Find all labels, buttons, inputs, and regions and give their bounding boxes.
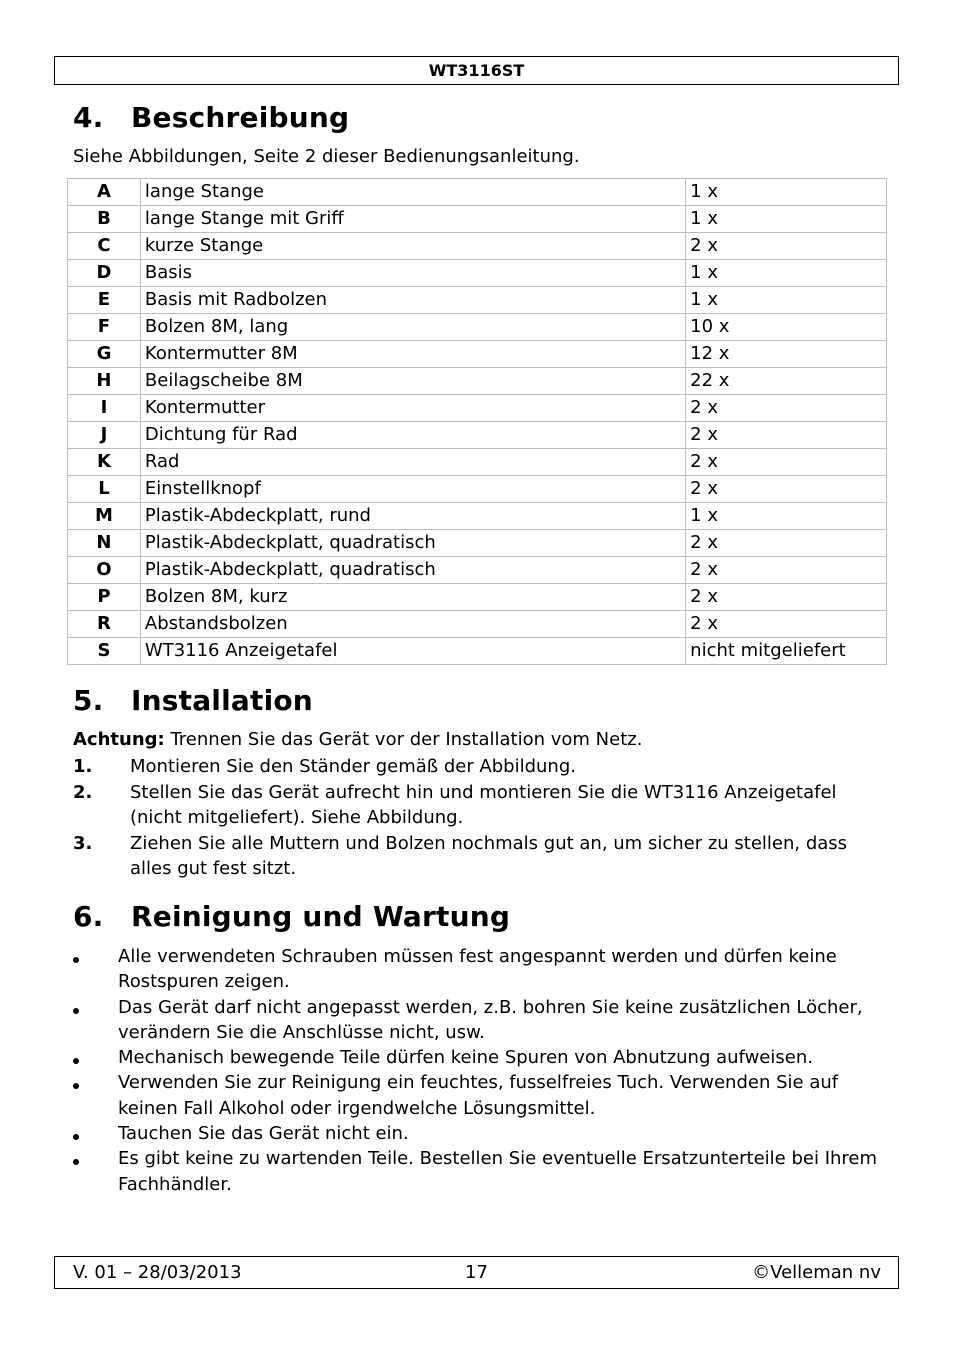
section-number: 5.	[73, 684, 104, 717]
table-row	[68, 476, 887, 503]
copyright: ©Velleman nv	[752, 1262, 881, 1283]
part-letter: R	[68, 611, 141, 638]
table-row	[68, 395, 887, 422]
part-name: Bolzen 8M, lang	[140, 314, 685, 341]
step-number: 2.	[73, 782, 93, 803]
part-letter: B	[68, 206, 141, 233]
part-quantity: 2 x	[686, 476, 887, 503]
warning-note	[73, 729, 642, 750]
page-footer	[54, 1256, 899, 1289]
part-name: Einstellknopf	[140, 476, 685, 503]
part-letter: P	[68, 584, 141, 611]
part-letter: G	[68, 341, 141, 368]
part-name: Beilagscheibe 8M	[140, 368, 685, 395]
bullet-icon	[73, 957, 79, 963]
part-quantity: 2 x	[686, 422, 887, 449]
part-quantity: 1 x	[686, 179, 887, 206]
bullet-icon	[73, 1008, 79, 1014]
part-letter: H	[68, 368, 141, 395]
bullet-icon	[73, 1058, 79, 1064]
bullet-text: Es gibt keine zu wartenden Teile. Bestellen Sie eventuelle Ersatzunterteile bei Ihrem Fachhändler.	[118, 1148, 878, 1195]
bullet-text: Mechanisch bewegende Teile dürfen keine Spuren von Abnutzung aufweisen.	[118, 1047, 813, 1069]
bullet-icon	[73, 1083, 79, 1089]
part-quantity: 1 x	[686, 206, 887, 233]
section-title: Beschreibung	[131, 101, 350, 134]
section-title: Reinigung und Wartung	[131, 900, 511, 933]
part-letter: C	[68, 233, 141, 260]
part-name: Kontermutter 8M	[140, 341, 685, 368]
list-item	[73, 1070, 893, 1121]
parts-table	[67, 178, 887, 665]
maintenance-list	[73, 944, 893, 1197]
section-heading-beschreibung	[73, 101, 349, 134]
table-row	[68, 638, 887, 665]
list-item	[73, 1146, 893, 1197]
page-number: 17	[465, 1262, 488, 1283]
table-row	[68, 503, 887, 530]
list-item	[73, 944, 893, 995]
part-quantity: 12 x	[686, 341, 887, 368]
part-letter: F	[68, 314, 141, 341]
part-letter: J	[68, 422, 141, 449]
part-quantity: 2 x	[686, 233, 887, 260]
warning-text: Trennen Sie das Gerät vor der Installation vom Netz.	[164, 729, 643, 750]
part-letter: O	[68, 557, 141, 584]
step-text: Stellen Sie das Gerät aufrecht hin und montieren Sie die WT3116 Anzeigetafel (nicht mitgeliefert). Siehe Abbildung.	[130, 782, 837, 828]
table-row	[68, 611, 887, 638]
table-row	[68, 260, 887, 287]
part-quantity: 1 x	[686, 503, 887, 530]
list-item	[73, 1121, 893, 1146]
part-name: Plastik-Abdeckplatt, quadratisch	[140, 530, 685, 557]
part-name: Dichtung für Rad	[140, 422, 685, 449]
part-quantity: 1 x	[686, 260, 887, 287]
page-header	[54, 56, 899, 85]
part-letter: A	[68, 179, 141, 206]
section-heading-installation	[73, 684, 313, 717]
bullet-text: Verwenden Sie zur Reinigung ein feuchtes, fusselfreies Tuch. Verwenden Sie auf keinen Fall Alkohol oder irgendwelche Lösungsmittel.	[118, 1072, 839, 1119]
section-intro: Siehe Abbildungen, Seite 2 dieser Bedienungsanleitung.	[73, 146, 580, 167]
part-name: Rad	[140, 449, 685, 476]
bullet-icon	[73, 1134, 79, 1140]
list-item	[73, 831, 873, 881]
bullet-text: Tauchen Sie das Gerät nicht ein.	[118, 1123, 409, 1145]
part-name: Basis	[140, 260, 685, 287]
bullet-text: Das Gerät darf nicht angepasst werden, z.B. bohren Sie keine zusätzlichen Löcher, verändern Sie die Anschlüsse nicht, usw.	[118, 996, 863, 1043]
part-name: Basis mit Radbolzen	[140, 287, 685, 314]
section-title: Installation	[131, 684, 313, 717]
list-item	[73, 1045, 893, 1070]
part-letter: N	[68, 530, 141, 557]
section-heading-reinigung	[73, 900, 510, 933]
list-item	[73, 995, 893, 1046]
part-name: Kontermutter	[140, 395, 685, 422]
part-name: Abstandsbolzen	[140, 611, 685, 638]
table-row	[68, 530, 887, 557]
part-letter: E	[68, 287, 141, 314]
part-quantity: 2 x	[686, 395, 887, 422]
part-name: lange Stange	[140, 179, 685, 206]
warning-label: Achtung:	[73, 729, 165, 750]
part-quantity: 1 x	[686, 287, 887, 314]
table-row	[68, 368, 887, 395]
table-row	[68, 314, 887, 341]
table-row	[68, 449, 887, 476]
part-quantity: 2 x	[686, 584, 887, 611]
table-row	[68, 206, 887, 233]
table-row	[68, 179, 887, 206]
table-row	[68, 422, 887, 449]
part-name: Plastik-Abdeckplatt, rund	[140, 503, 685, 530]
step-number: 3.	[73, 833, 93, 854]
part-quantity: 2 x	[686, 530, 887, 557]
part-letter: L	[68, 476, 141, 503]
part-letter: M	[68, 503, 141, 530]
installation-steps	[73, 754, 873, 882]
list-item	[73, 754, 873, 779]
bullet-icon	[73, 1159, 79, 1165]
model-number: WT3116ST	[428, 61, 525, 80]
part-quantity: 22 x	[686, 368, 887, 395]
table-row	[68, 341, 887, 368]
table-row	[68, 557, 887, 584]
bullet-text: Alle verwendeten Schrauben müssen fest angespannt werden und dürfen keine Rostspuren zeigen.	[118, 946, 837, 993]
part-name: lange Stange mit Griff	[140, 206, 685, 233]
section-number: 4.	[73, 101, 104, 134]
part-name: Plastik-Abdeckplatt, quadratisch	[140, 557, 685, 584]
part-letter: D	[68, 260, 141, 287]
part-letter: I	[68, 395, 141, 422]
part-letter: K	[68, 449, 141, 476]
version-date: V. 01 – 28/03/2013	[73, 1262, 242, 1283]
part-name: kurze Stange	[140, 233, 685, 260]
part-letter: S	[68, 638, 141, 665]
part-quantity: 2 x	[686, 557, 887, 584]
part-quantity: 2 x	[686, 449, 887, 476]
section-number: 6.	[73, 900, 104, 933]
part-quantity: nicht mitgeliefert	[686, 638, 887, 665]
part-quantity: 10 x	[686, 314, 887, 341]
step-text: Montieren Sie den Ständer gemäß der Abbildung.	[130, 756, 576, 777]
table-row	[68, 287, 887, 314]
table-row	[68, 584, 887, 611]
part-name: Bolzen 8M, kurz	[140, 584, 685, 611]
part-quantity: 2 x	[686, 611, 887, 638]
list-item	[73, 780, 873, 830]
table-row	[68, 233, 887, 260]
step-text: Ziehen Sie alle Muttern und Bolzen nochmals gut an, um sicher zu stellen, dass alles gut fest sitzt.	[130, 833, 848, 879]
step-number: 1.	[73, 756, 93, 777]
part-name: WT3116 Anzeigetafel	[140, 638, 685, 665]
